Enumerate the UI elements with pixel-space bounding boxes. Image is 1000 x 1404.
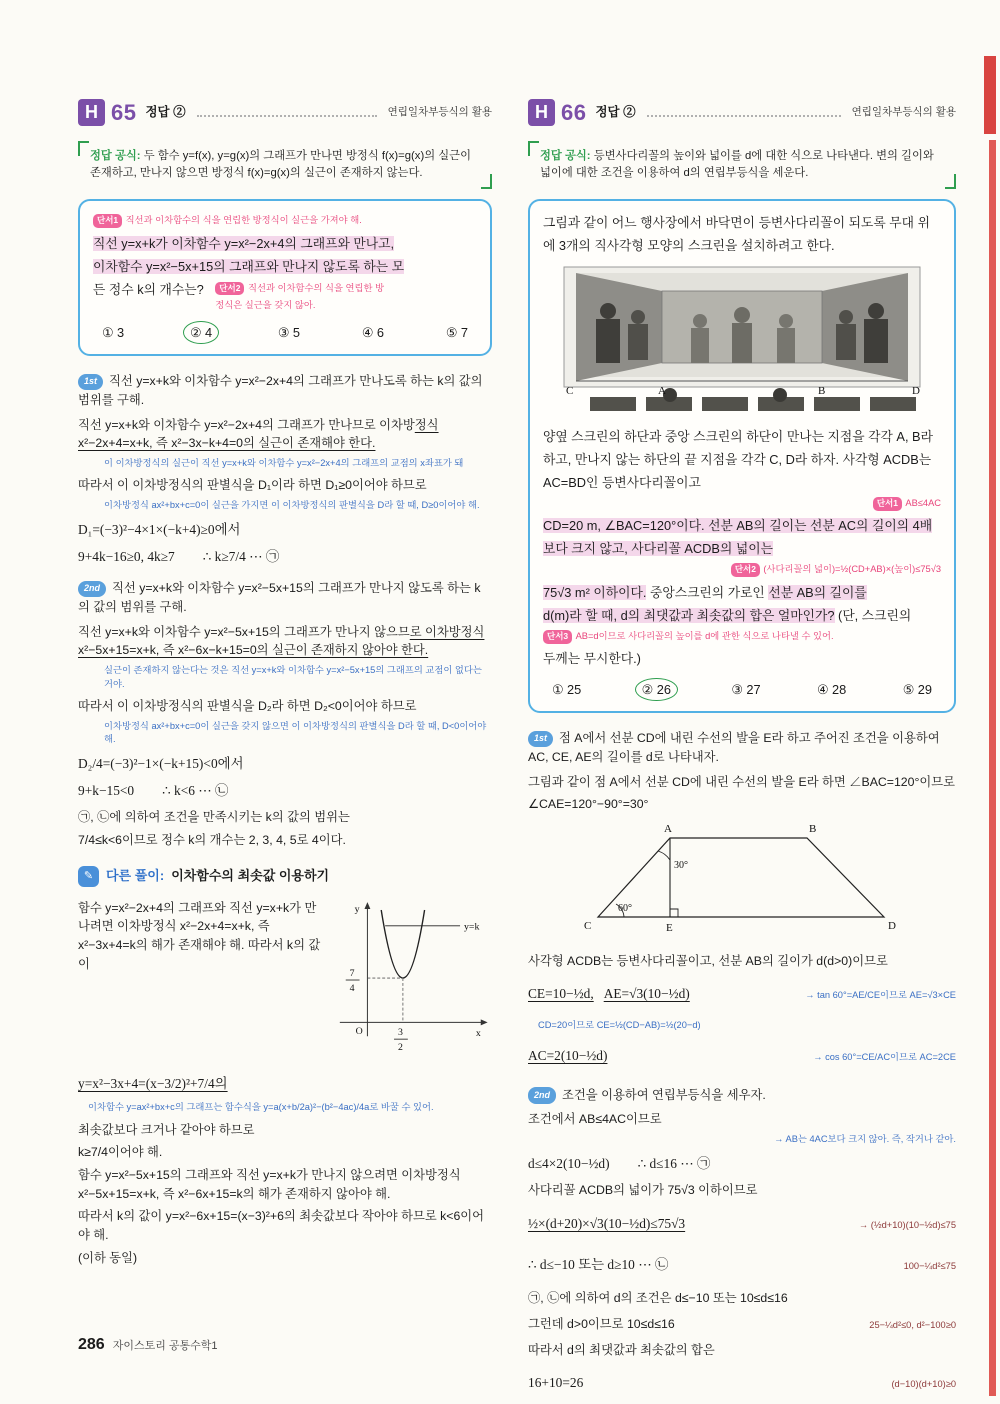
h65-alt-note1: 이차함수 y=ax²+bx+c의 그래프는 함수식을 y=a(x+b/2a)²−(b²−4ac)/4a로 바꿀 수 있어. — [88, 1102, 434, 1113]
body-text-underlined: 정식 x²−2x+4=x+k, 즉 x²−3x−k+4=0의 실근이 존재해야 한다. — [78, 417, 439, 451]
h66-step1-paragraph2: 사각형 ACDB는 등변사다리꼴이고, 선분 AB의 길이가 d(d>0)이므로 — [528, 953, 888, 968]
x-axis-label: x — [476, 1027, 482, 1039]
h66-problem-intro: 그림과 같이 어느 행사장에서 바닥면이 등변사다리꼴이 되도록 무대 위에 3개의 직사각형 모양의 스크린을 설치하려고 한다. — [543, 215, 930, 254]
h65-problem-text — [93, 232, 477, 313]
trapezoid-outline — [598, 838, 884, 917]
h66-step1-eq2-row — [528, 1039, 956, 1073]
choice-1: ① 25 — [552, 681, 582, 697]
dotted-leader — [197, 109, 377, 117]
choice-4: ④ 28 — [817, 681, 847, 697]
page-footer — [78, 1336, 218, 1354]
equation-ce: CE=10−½d, — [528, 986, 594, 1002]
h65-alt-paragraph5: 따라서 k의 값이 y=x²−6x+15=(x−3)²+6의 최솟값보다 작아야 하므로 k<6이어야 해. — [78, 1209, 485, 1243]
step-title: 직선 y=x+k와 이차함수 y=x²−5x+15의 그래프가 만나지 않도록 하는 k의 값의 범위를 구해. — [78, 581, 481, 614]
h66-step2-equation1 — [528, 1154, 956, 1174]
problem-line: 이차함수 y=x²−5x+15의 그래프와 만나지 않도록 하는 모 — [93, 258, 405, 274]
h65-step1-equation1: D₁=(−3)²−4×1×(−k+4)≥0에서 — [78, 521, 241, 537]
vertex-x-numerator: 3 — [398, 1026, 404, 1038]
h66-step1-paragraph1: 그림과 같이 점 A에서 선분 CD에 내린 수선의 발을 E라 하면 ∠BAC=120°이므로 — [528, 774, 956, 789]
problem-line: d(m)라 할 때, d의 최댓값과 최솟값의 합은 얼마인가? — [543, 607, 835, 623]
h66-step2-eq2-row — [528, 1207, 956, 1241]
step-badge: 2nd — [78, 581, 106, 598]
angle-c-label: 60° — [618, 903, 632, 915]
problem-line: 직선 y=x+k가 이차함수 y=x²−2x+4의 그래프와 만나고, — [93, 235, 395, 251]
h65-letter-badge: H — [78, 99, 105, 126]
y-axis-arrow — [365, 902, 371, 909]
problem-line: 중앙스크린의 가로인 — [646, 584, 769, 600]
line-label: y=k — [464, 921, 480, 933]
alt-solution-title: 이차함수의 최솟값 이용하기 — [171, 868, 330, 884]
stage-label-d: D — [912, 385, 920, 398]
h65-clue1-line — [93, 211, 477, 228]
h66-step2-note1: → AB는 4AC보다 크지 않아. 즉, 작거나 같아. — [774, 1134, 956, 1145]
h65-step1-equation2 — [78, 547, 492, 567]
equation-ae: AE=√3(10−½d) — [603, 986, 690, 1002]
trapezoid-diagram — [582, 820, 902, 940]
derivation-note: (d−10)(d+10)≥0 — [891, 1379, 956, 1390]
h65-answer-label: 정답 ② — [145, 105, 186, 120]
right-angle-mark — [670, 909, 678, 917]
equation-note: → cos 60°=CE/AC이므로 AC=2CE — [813, 1052, 956, 1063]
alt-solution-label: 다른 풀이: — [106, 868, 165, 884]
h66-stage-figure — [543, 263, 941, 419]
body-text: 직선 y=x+k와 이차함수 y=x²−2x+4의 그래프가 만나므로 이차방 — [78, 417, 415, 432]
equation-note: → tan 60°=AE/CE이므로 AE=√3×CE — [805, 990, 956, 1001]
h66-answer-formula-box — [528, 141, 956, 189]
h65-alt-paragraph1: 함수 y=x²−2x+4의 그래프와 직선 y=x+k가 만나려면 이차방정식 x²−2x+4=x+k, 즉 x²−3x+4=k의 해가 존재해야 해. 따라서 k의 값이 — [78, 900, 321, 971]
h66-topic: 연립일차부등식의 활용 — [851, 105, 956, 118]
h66-step2-eq3-row — [528, 1248, 956, 1282]
vertex-x-denominator: 2 — [398, 1041, 404, 1053]
choice-3: ③ 5 — [277, 324, 301, 340]
column-h65 — [78, 96, 492, 1271]
vertex-b-label: B — [809, 823, 817, 836]
h66-problem-p4 — [543, 581, 941, 627]
clue-text: 직선과 이차함수의 식을 연립한 방정식은 실근을 갖지 않아. — [215, 282, 385, 311]
h65-step2-equation1: D₂/4=(−3)²−1×(−k+15)<0에서 — [78, 755, 244, 771]
body-text: 그런데 d>0이므로 10≤d≤16 — [528, 1317, 675, 1332]
angle-a-label: 30° — [674, 860, 688, 872]
clue-text: 직선과 이차함수의 식을 연립한 방정식이 실근을 가져야 해. — [125, 215, 362, 226]
problem-line: CD=20 m, ∠BAC=120°이다. 선분 AB의 길이는 선분 AC의 길이의 4배보다 크지 않고, 사다리꼴 ACDB의 넓이는 — [543, 518, 933, 557]
h66-problem-p5: 두께는 무시한다.) — [543, 650, 641, 666]
equation-text: ∴ d≤−10 또는 d≥10 ⋯ ㉡ — [528, 1256, 669, 1272]
equation-conclusion: ∴ k<6 ⋯ ㉡ — [162, 782, 229, 798]
h65-alt-paragraph6: (이하 동일) — [78, 1250, 138, 1265]
h66-step2-p4-row — [528, 1315, 956, 1334]
h66-number: 66 — [561, 100, 587, 125]
stage-label-c: C — [566, 385, 574, 398]
step-badge: 2nd — [528, 1087, 556, 1104]
h66-step2-paragraph2: 사다리꼴 ACDB의 넓이가 75√3 이하이므로 — [528, 1182, 758, 1197]
vertex-c-label: C — [584, 920, 592, 933]
clue-text: (사다리꼴의 넓이)=½(CD+AB)×(높이)≤75√3 — [763, 564, 941, 575]
vertex-d-label: D — [888, 920, 896, 933]
equation-text: 9+k−15<0 — [78, 782, 135, 798]
page-edge-strip — [989, 140, 996, 1396]
h65-alt-paragraph3: k≥7/4이어야 해. — [78, 1145, 163, 1160]
clue-badge: 단서1 — [93, 214, 122, 228]
h65-number: 65 — [111, 100, 137, 125]
h66-conclusion-line1: 따라서 d의 최댓값과 최솟값의 합은 — [528, 1342, 715, 1357]
dotted-leader — [647, 109, 841, 117]
h66-choices — [543, 680, 941, 699]
y-axis-label: y — [355, 903, 360, 915]
derivation-note: 25−¼d²≤0, d²−100≥0 — [869, 1320, 956, 1331]
h65-step1-note2: 이차방정식 ax²+bx+c=0이 실근을 가지면 이 이차방정식의 판별식을 D라 할 때, D≥0이어야 해. — [104, 500, 480, 511]
equation-text: d≤4×2(10−½d) — [528, 1155, 610, 1171]
choice-4: ④ 6 — [361, 324, 385, 340]
final-answer-equation: 16+10=26 — [528, 1375, 584, 1391]
vertex-a-label: A — [664, 823, 672, 836]
h65-alt-equation1: y=x²−3x+4=(x−3/2)²+7/4의 — [78, 1075, 228, 1091]
min-fraction-numerator: 7 — [350, 967, 356, 979]
clue-badge: 단서3 — [543, 630, 572, 644]
h65-step2-note2: 이차방정식 ax²+bx+c=0이 실근을 갖지 않으면 이 이차방정식의 판별식을 D라 할 때, D<0이어야 해. — [104, 720, 487, 745]
h66-step2-paragraph1: 조건에서 AB≤4AC이므로 — [528, 1112, 662, 1127]
h66-conclusion-row — [528, 1366, 956, 1400]
choice-5: ⑤ 29 — [902, 681, 932, 697]
h66-problem-p3 — [543, 514, 941, 560]
h65-step2-paragraph2: 따라서 이 이차방정식의 판별식을 D₂라 하면 D₂<0이어야 하므로 — [78, 698, 417, 713]
h66-problem-box — [528, 199, 956, 713]
clue-text: AB=d이므로 사다리꼴의 높이를 d에 관한 식으로 나타낼 수 있어. — [575, 630, 834, 641]
step-title: 직선 y=x+k와 이차함수 y=x²−2x+4의 그래프가 만나도록 하는 k의 값의 범위를 구해. — [78, 374, 483, 407]
column-h66 — [528, 96, 956, 1404]
h65-step2-note1: 실근이 존재하지 않는다는 것은 직선 y=x+k와 이차함수 y=x²−5x+15의 그래프의 교점이 없다는 거야. — [104, 665, 482, 689]
h66-trapezoid-figure — [528, 820, 956, 946]
clue-badge: 단서1 — [873, 497, 902, 511]
stage-label-a: A — [658, 385, 666, 398]
clue-badge: 단서2 — [731, 563, 760, 577]
derivation-note: → (½d+10)(10−½d)≤75 — [858, 1219, 956, 1230]
formula-text: 등변사다리꼴의 높이와 넓이를 d에 대한 식으로 나타낸다. 변의 길이와 넓이에 대한 조건을 이용하여 d의 연립부등식을 세운다. — [540, 150, 934, 180]
h66-step1-heading — [528, 729, 956, 766]
problem-line: 75√3 m² 이하이다. — [543, 584, 647, 600]
body-text: 직선 y=x+k와 이차함수 y=x²−5x+15의 그래프가 만나지 않으므 — [78, 624, 410, 639]
h65-alt-paragraph2: 최솟값보다 크거나 같아야 하므로 — [78, 1122, 255, 1137]
page-edge-tab — [984, 56, 996, 134]
problem-line: (단, 스크린의 — [834, 607, 912, 623]
h65-alt-solution-heading — [78, 866, 492, 887]
choice-3: ③ 27 — [731, 681, 761, 697]
h65-header — [78, 96, 492, 129]
book-title: 자이스토리 공통수학1 — [112, 1340, 218, 1352]
step-title: 조건을 이용하여 연립부등식을 세우자. — [562, 1087, 766, 1102]
h65-choices — [93, 323, 477, 342]
h66-clue1-line — [543, 494, 941, 511]
clue-badge: 단서2 — [215, 282, 244, 296]
stage-label-b: B — [818, 385, 826, 398]
equation-conclusion: ∴ k≥7/4 ⋯ ㉠ — [202, 548, 280, 564]
step-badge: 1st — [528, 731, 553, 748]
h66-step2-heading — [528, 1086, 956, 1105]
h66-header — [528, 96, 956, 129]
formula-text: 두 함수 y=f(x), y=g(x)의 그래프가 만나면 방정식 f(x)=g(x)의 실근이 존재하고, 만나지 않으면 방정식 f(x)=g(x)의 실근이 존재하지 않는다. — [90, 150, 472, 180]
h65-conclusion-line2: 7/4≤k<6이므로 정수 k의 개수는 2, 3, 4, 5로 4이다. — [78, 833, 346, 848]
h66-step1-eq1-row — [528, 977, 956, 1011]
h65-conclusion-line1: ㉠, ㉡에 의하여 조건을 만족시키는 k의 값의 범위는 — [78, 810, 350, 825]
h65-step1-note1: 이 이차방정식의 실근이 직선 y=x+k와 이차함수 y=x²−2x+4의 그래프의 교점의 x좌표가 돼 — [104, 457, 464, 468]
body-text-underlined: 로 이차방정식 x²−5x+15=x+k, 즉 x²−6x−k+15=0의 실근이 존재하지 않아야 한다. — [78, 624, 485, 658]
derivation-note: 100−¼d²≤75 — [903, 1260, 956, 1271]
stage-illustration — [550, 263, 934, 413]
h66-clue3-line — [543, 627, 941, 644]
equation-ac: AC=2(10−½d) — [528, 1048, 608, 1064]
h65-step2-heading — [78, 579, 492, 616]
h66-clue2-line — [543, 560, 941, 577]
min-fraction-denominator: 4 — [350, 982, 356, 994]
h65-alt-paragraph4: 함수 y=x²−5x+15의 그래프와 직선 y=x+k가 만나지 않으려면 이차방정식 x²−5x+15=x+k, 즉 x²−6x+15=k의 해가 존재하지 않아야 해. — [78, 1167, 461, 1201]
h65-problem-box — [78, 199, 492, 356]
h65-topic: 연립일차부등식의 활용 — [387, 105, 492, 118]
problem-line: 선분 AB의 길이를 — [768, 584, 867, 600]
alt-solution-icon: ✎ — [78, 866, 99, 887]
parabola-graph — [328, 895, 492, 1067]
choice-1: ① 3 — [102, 324, 125, 340]
parabola-curve — [382, 910, 425, 978]
clue-text: AB≤4AC — [905, 498, 941, 509]
h66-answer-label: 정답 ② — [595, 105, 636, 120]
problem-line: 든 정수 k의 개수는? — [93, 281, 204, 297]
step-badge: 1st — [78, 374, 103, 391]
h66-step2-paragraph3: ㉠, ㉡에 의하여 d의 조건은 d≤−10 또는 10≤d≤16 — [528, 1291, 788, 1306]
vertex-e-label: E — [666, 922, 673, 935]
equation-conclusion: ∴ d≤16 ⋯ ㉠ — [637, 1155, 711, 1171]
h65-answer-formula-box — [78, 141, 492, 189]
h66-step1-note1: CD=20이므로 CE=½(CD−AB)=½(20−d) — [538, 1019, 701, 1030]
h65-step2-paragraph — [78, 623, 492, 660]
h66-problem-p2: 양옆 스크린의 하단과 중앙 스크린의 하단이 만나는 지점을 각각 A, B라 하고, 만나지 않는 하단의 끝 지점을 각각 C, D라 하자. 사각형 ACDB는 AC=BD인 등변사다리꼴이고 — [543, 429, 933, 491]
equation-area: ½×(d+20)×√3(10−½d)≤75√3 — [528, 1215, 686, 1231]
choice-5: ⑤ 7 — [445, 324, 468, 340]
h65-step2-equation2 — [78, 781, 492, 801]
h66-letter-badge: H — [528, 99, 555, 126]
page-number: 286 — [78, 1336, 105, 1353]
choice-2-selected: ② 26 — [635, 678, 678, 701]
step-title: 점 A에서 선분 CD에 내린 수선의 발을 E라 하고 주어진 조건을 이용하여 AC, CE, AE의 길이를 d로 나타내자. — [528, 731, 940, 765]
equation-text: 9+4k−16≥0, 4k≥7 — [78, 548, 175, 564]
x-axis-arrow — [481, 1019, 488, 1025]
formula-label: 정답 공식: — [90, 150, 141, 163]
h65-alt-row — [78, 895, 492, 1067]
formula-label: 정답 공식: — [540, 150, 591, 163]
h65-step1-paragraph — [78, 416, 492, 453]
h65-clue2-line — [215, 278, 385, 313]
h66-step1-angle-line: ∠CAE=120°−90°=30° — [528, 797, 649, 812]
choice-2-selected: ② 4 — [183, 321, 219, 344]
origin-label: O — [356, 1025, 364, 1037]
h65-step1-heading — [78, 372, 492, 409]
h65-step1-paragraph2: 따라서 이 이차방정식의 판별식을 D₁이라 하면 D₁≥0이어야 하므로 — [78, 478, 427, 493]
